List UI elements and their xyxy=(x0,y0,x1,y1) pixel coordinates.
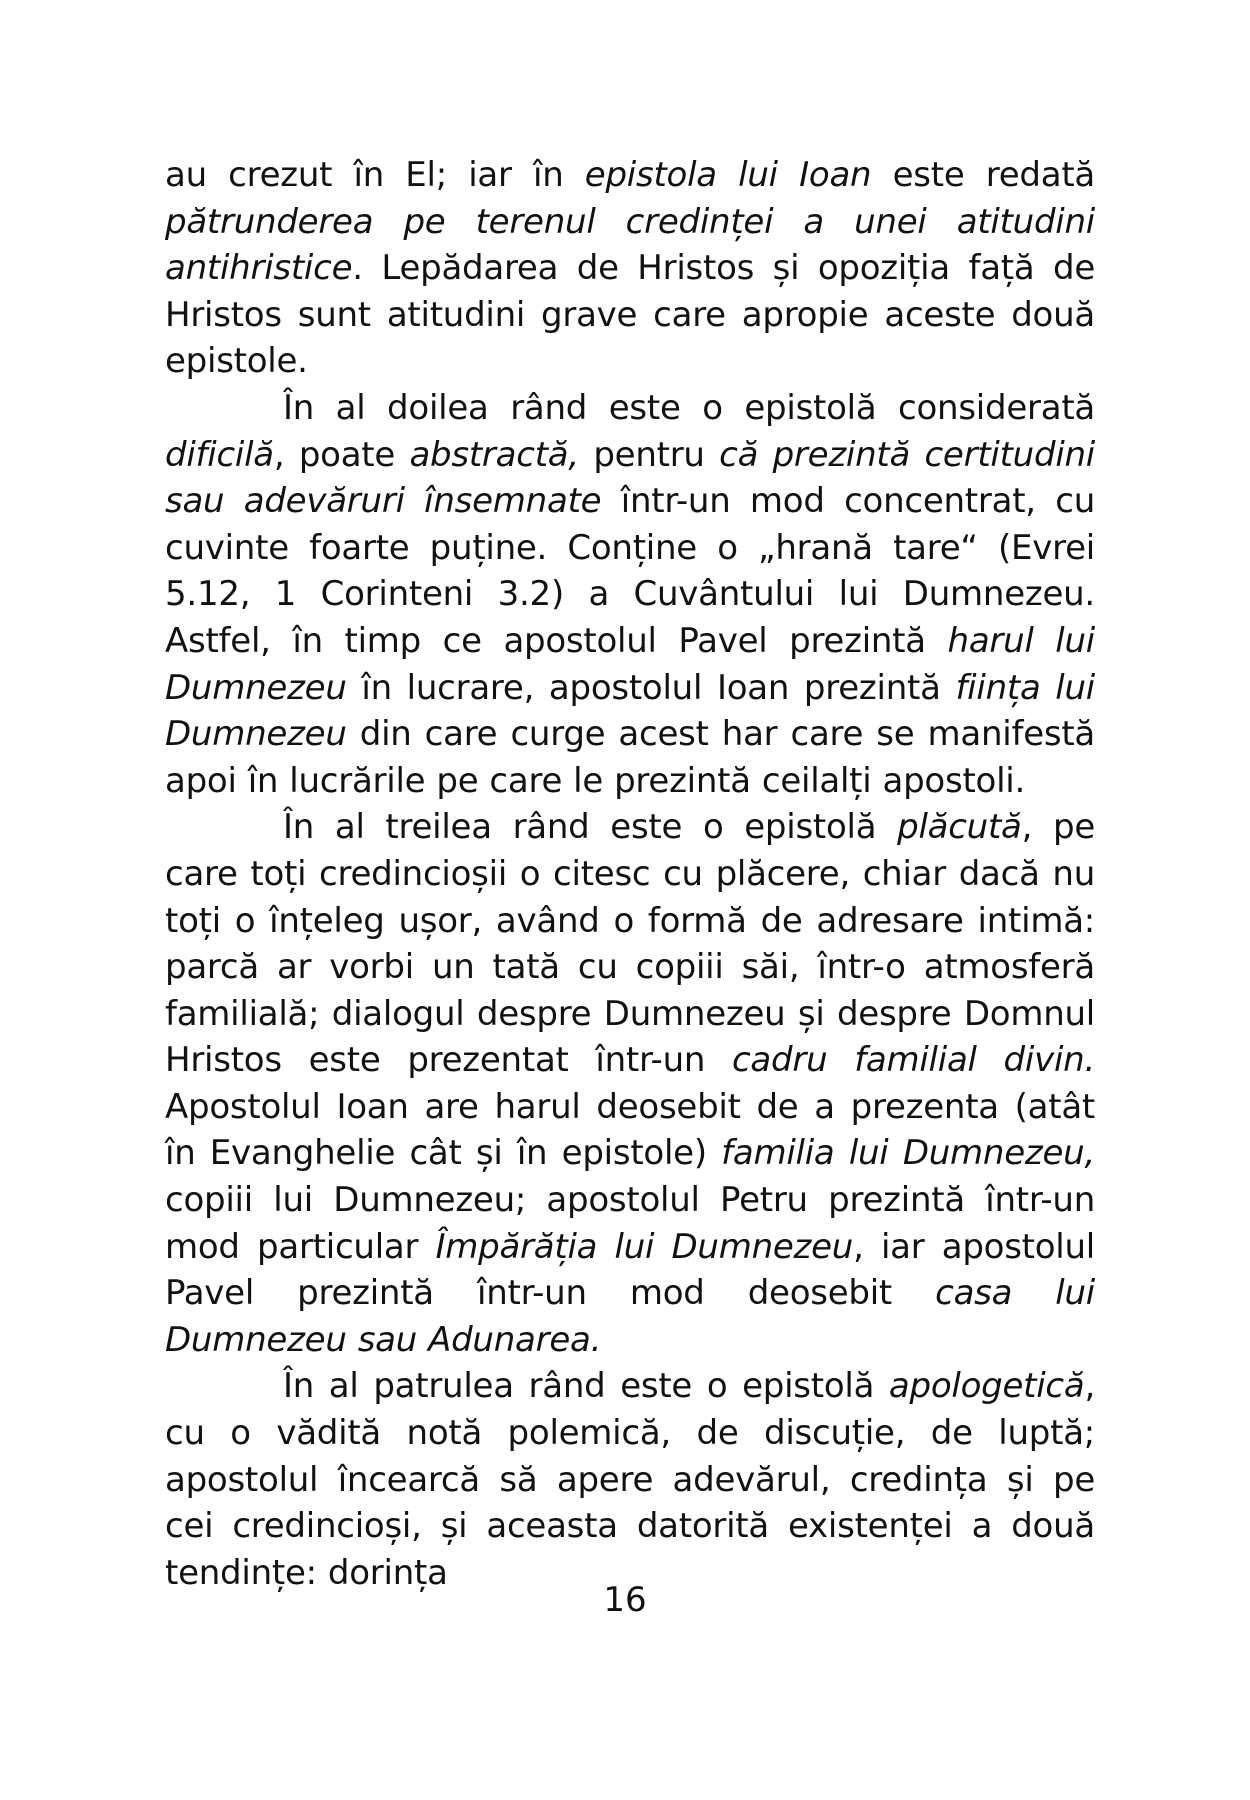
text-run-italic: pătrunderea pe terenul credinței a unei atitudini antihristice xyxy=(165,201,1095,289)
page-body xyxy=(165,152,1095,1596)
text-run-italic: apologetică xyxy=(888,1366,1085,1407)
text-run-italic: epistola lui Ioan xyxy=(584,155,872,195)
text-run: într-un mod concentrat, cu cuvinte foarte puține. Conține o „hrană tare“ (Evrei 5.12, 1 Corinteni 3.2) a Cuvântului lui Dumnezeu. Astfel, în timp ce apostolul Pavel prezintă xyxy=(165,481,1095,661)
text-run-italic: că prezintă certitudini sau adevăruri însemnate xyxy=(165,434,1096,522)
text-run-italic: abstractă, xyxy=(409,434,579,475)
text-run: În al treilea rând este o epistolă xyxy=(283,807,898,848)
text-run: , poate xyxy=(273,434,410,475)
text-run-italic: familia lui Dumnezeu, xyxy=(721,1133,1096,1174)
paragraph-4 xyxy=(165,1363,1095,1596)
text-run: În al doilea rând este o epistolă considerată xyxy=(283,387,1095,428)
text-run: în lucrare, apostolul Ioan prezintă xyxy=(346,667,956,708)
text-run-italic: harul lui Dumnezeu xyxy=(165,620,1096,708)
text-run: Apostolul Ioan are harul deosebit de a prezenta (atât în Evanghelie cât și în epistole) xyxy=(165,1086,1095,1174)
text-run: , pe care toți credincioșii o citesc cu plăcere, chiar dacă nu toți o înțeleg ușor, având o formă de adresare intimă: parcă ar vorbi un tată cu copiii săi, într-o atmosferă familială; dialogul despre Dumnezeu și despre Domnul Hristos este prezentat într-un xyxy=(165,807,1095,1081)
text-run: copiii lui Dumnezeu; apostolul Petru prezintă într-un mod particular xyxy=(165,1180,1095,1267)
text-run-italic: cadru familial divin. xyxy=(731,1040,1095,1081)
paragraph-1 xyxy=(165,152,1095,385)
paragraph-3 xyxy=(165,804,1095,1363)
text-run: este redată xyxy=(871,155,1096,195)
text-run: În al patrulea rând este o epistolă xyxy=(283,1366,889,1407)
text-run-italic: ființa lui Dumnezeu xyxy=(165,667,1095,755)
text-run: , cu o vădită notă polemică, de discuție, de luptă; apostolul încearcă să apere adevărul, credința și pe cei credincioși, și aceasta datorită existenței a două tendințe: dorința xyxy=(165,1366,1095,1593)
text-run-italic: casa lui Dumnezeu sau Adunarea. xyxy=(165,1273,1096,1360)
text-run-italic: plăcută xyxy=(897,807,1022,848)
page-number: 16 xyxy=(603,1580,647,1620)
text-run: au crezut în El; iar în xyxy=(165,155,585,195)
text-run: , iar apostolul Pavel prezintă într-un mod deosebit xyxy=(165,1226,1095,1314)
text-run: pentru xyxy=(578,434,720,475)
text-run-italic: Împărăția lui Dumnezeu xyxy=(435,1226,854,1267)
paragraph-2 xyxy=(165,385,1095,804)
text-run: din care curge acest har care se manifestă apoi în lucrările pe care le prezintă ceilalți apostoli. xyxy=(165,714,1095,801)
text-run-italic: dificilă xyxy=(165,434,274,475)
text-run: . Lepădarea de Hristos și opoziția față de Hristos sunt atitudini grave care apropie aceste două epistole. xyxy=(165,248,1095,382)
